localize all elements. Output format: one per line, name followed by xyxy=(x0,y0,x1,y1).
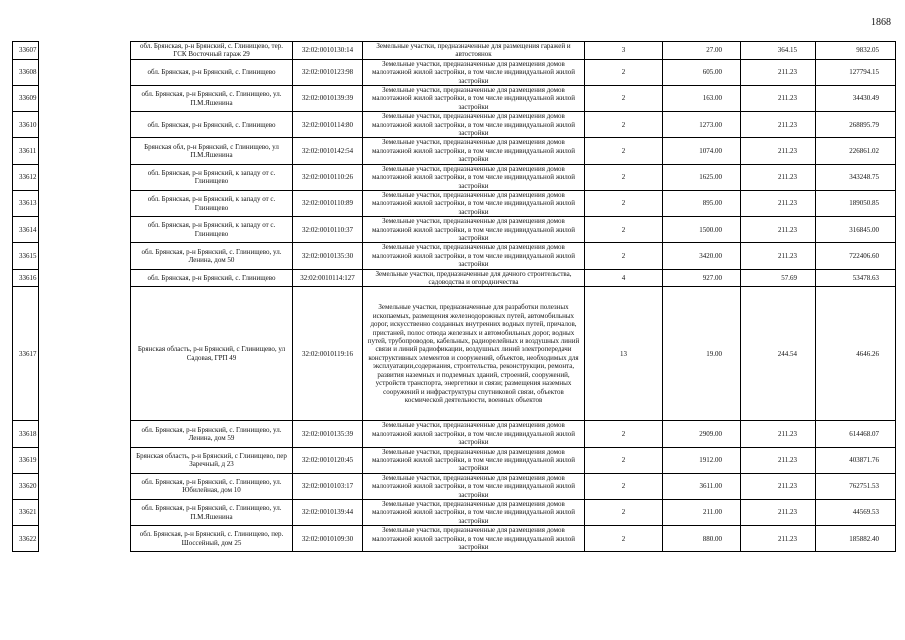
row-area: 1625.00 xyxy=(663,164,741,190)
table-row xyxy=(13,112,896,138)
row-gap xyxy=(39,243,131,269)
row-rate: 244.54 xyxy=(741,287,816,421)
row-id: 33613 xyxy=(13,190,39,216)
row-cadastral-value: 53478.63 xyxy=(816,269,896,287)
row-land-purpose: Земельные участки, предназначенные для размещения домов малоэтажной жилой застройки, в том числе индивидуальной жилой застройки xyxy=(363,473,585,499)
row-gap xyxy=(39,526,131,552)
row-cadastral-value: 34430.49 xyxy=(816,86,896,112)
row-cadastral-value: 189050.85 xyxy=(816,190,896,216)
row-id: 33621 xyxy=(13,500,39,526)
cadastral-value-table xyxy=(12,41,896,552)
row-id: 33611 xyxy=(13,138,39,164)
row-gap xyxy=(39,138,131,164)
row-rate: 211.23 xyxy=(741,190,816,216)
row-land-purpose: Земельные участки, предназначенные для размещения домов малоэтажной жилой застройки, в том числе индивидуальной жилой застройки xyxy=(363,112,585,138)
row-land-purpose: Земельные участки, предназначенные для размещения домов малоэтажной жилой застройки, в том числе индивидуальной жилой застройки xyxy=(363,421,585,447)
row-id: 33614 xyxy=(13,217,39,243)
row-cadastral-number: 32:02:0010123:98 xyxy=(293,59,363,85)
table-row xyxy=(13,138,896,164)
table-row xyxy=(13,269,896,287)
row-land-purpose: Земельные участки, предназначенные для размещения домов малоэтажной жилой застройки, в том числе индивидуальной жилой застройки xyxy=(363,190,585,216)
row-cadastral-number: 32:02:0010135:39 xyxy=(293,421,363,447)
row-purpose-code: 2 xyxy=(585,190,663,216)
row-purpose-code: 2 xyxy=(585,243,663,269)
row-address: Брянская область, р-н Брянский, с Глинищево, ул Садовая, ГРП 49 xyxy=(131,287,293,421)
row-area: 163.00 xyxy=(663,86,741,112)
row-area: 19.00 xyxy=(663,287,741,421)
row-gap xyxy=(39,287,131,421)
row-purpose-code: 2 xyxy=(585,164,663,190)
row-cadastral-number: 32:02:0010109:30 xyxy=(293,526,363,552)
row-purpose-code: 13 xyxy=(585,287,663,421)
row-land-purpose: Земельные участки, предназначенные для размещения домов малоэтажной жилой застройки, в том числе индивидуальной жилой застройки xyxy=(363,447,585,473)
row-address: Брянская обл, р-н Брянский, с Глинищево, ул П.М.Яшенина xyxy=(131,138,293,164)
row-purpose-code: 2 xyxy=(585,421,663,447)
row-land-purpose: Земельные участки, предназначенные для размещения домов малоэтажной жилой застройки, в том числе индивидуальной жилой застройки xyxy=(363,217,585,243)
row-cadastral-value: 343248.75 xyxy=(816,164,896,190)
row-address: обл. Брянская, р-н Брянский, с. Глинищево, пер. Шоссейный, дом 25 xyxy=(131,526,293,552)
row-land-purpose: Земельные участки, предназначенные для размещения домов малоэтажной жилой застройки, в том числе индивидуальной жилой застройки xyxy=(363,59,585,85)
row-purpose-code: 2 xyxy=(585,112,663,138)
row-id: 33609 xyxy=(13,86,39,112)
row-area: 1273.00 xyxy=(663,112,741,138)
row-purpose-code: 2 xyxy=(585,526,663,552)
row-cadastral-value: 268895.79 xyxy=(816,112,896,138)
row-rate: 211.23 xyxy=(741,421,816,447)
row-area: 895.00 xyxy=(663,190,741,216)
row-purpose-code: 4 xyxy=(585,269,663,287)
row-rate: 211.23 xyxy=(741,243,816,269)
row-gap xyxy=(39,217,131,243)
row-land-purpose: Земельные участки, предназначенные для разработки полезных ископаемых, размещения железнодорожных путей, автомобильных дорог, искусственно созданных внутренних водных путей, причалов, пристаней, полос отвода железных и автомобильных дорог, водных путей, трубопроводов, кабельных, радиорелейных и воздушных линий связи и линий радиофикации, воздушных линий электропередачи конструктивных элементов и сооружений, объектов, необходимых для эксплуатации,содержания, строительства, реконструкции, ремонта, развития наземных и подземных зданий, строений, сооружений, устройств транспорта, энергетики и связи; размещения наземных сооружений и инфраструктуры спутниковой связи, объектов космической деятельности, военных объектов xyxy=(363,287,585,421)
row-gap xyxy=(39,473,131,499)
row-land-purpose: Земельные участки, предназначенные для размещения домов малоэтажной жилой застройки, в том числе индивидуальной жилой застройки xyxy=(363,86,585,112)
row-gap xyxy=(39,421,131,447)
row-area: 605.00 xyxy=(663,59,741,85)
row-id: 33610 xyxy=(13,112,39,138)
row-rate: 211.23 xyxy=(741,473,816,499)
row-purpose-code: 2 xyxy=(585,447,663,473)
row-cadastral-value: 127794.15 xyxy=(816,59,896,85)
row-cadastral-value: 403871.76 xyxy=(816,447,896,473)
row-cadastral-number: 32:02:0010110:89 xyxy=(293,190,363,216)
row-land-purpose: Земельные участки, предназначенные для дачного строительства, садоводства и огородничества xyxy=(363,269,585,287)
row-gap xyxy=(39,112,131,138)
row-rate: 364.15 xyxy=(741,42,816,60)
row-id: 33617 xyxy=(13,287,39,421)
row-land-purpose: Земельные участки, предназначенные для размещения домов малоэтажной жилой застройки, в том числе индивидуальной жилой застройки xyxy=(363,526,585,552)
row-purpose-code: 3 xyxy=(585,42,663,60)
row-rate: 211.23 xyxy=(741,86,816,112)
row-id: 33615 xyxy=(13,243,39,269)
page-number: 1868 xyxy=(871,17,891,28)
row-area: 1074.00 xyxy=(663,138,741,164)
row-address: обл. Брянская, р-н Брянский, с. Глинищево, тер. ГСК Восточный гараж 29 xyxy=(131,42,293,60)
row-area: 1500.00 xyxy=(663,217,741,243)
row-cadastral-value: 762751.53 xyxy=(816,473,896,499)
row-rate: 211.23 xyxy=(741,59,816,85)
row-cadastral-number: 32:02:0010120:45 xyxy=(293,447,363,473)
row-address: обл. Брянская, р-н Брянский, с. Глинищево, ул. Ленина, дом 59 xyxy=(131,421,293,447)
row-land-purpose: Земельные участки, предназначенные для размещения домов малоэтажной жилой застройки, в том числе индивидуальной жилой застройки xyxy=(363,243,585,269)
row-area: 211.00 xyxy=(663,500,741,526)
row-address: обл. Брянская, р-н Брянский, к западу от с. Глинищево xyxy=(131,190,293,216)
row-gap xyxy=(39,269,131,287)
row-land-purpose: Земельные участки, предназначенные для размещения гаражей и автостоянок xyxy=(363,42,585,60)
row-address: обл. Брянская, р-н Брянский, к западу от с. Глинищево xyxy=(131,164,293,190)
row-cadastral-number: 32:02:0010110:26 xyxy=(293,164,363,190)
table-row xyxy=(13,86,896,112)
row-address: обл. Брянская, р-н Брянский, с. Глинищево, ул. Юбилейная, дом 10 xyxy=(131,473,293,499)
row-id: 33608 xyxy=(13,59,39,85)
row-cadastral-value: 722406.60 xyxy=(816,243,896,269)
row-rate: 57.69 xyxy=(741,269,816,287)
row-gap xyxy=(39,42,131,60)
row-purpose-code: 2 xyxy=(585,500,663,526)
table-row xyxy=(13,473,896,499)
table-row xyxy=(13,421,896,447)
row-address: обл. Брянская, р-н Брянский, с. Глинищево xyxy=(131,269,293,287)
table-row xyxy=(13,42,896,60)
row-purpose-code: 2 xyxy=(585,59,663,85)
row-cadastral-value: 4646.26 xyxy=(816,287,896,421)
row-cadastral-number: 32:02:0010119:16 xyxy=(293,287,363,421)
row-id: 33612 xyxy=(13,164,39,190)
row-area: 1912.00 xyxy=(663,447,741,473)
row-purpose-code: 2 xyxy=(585,138,663,164)
row-address: обл. Брянская, р-н Брянский, с. Глинищево, ул. Ленина, дом 50 xyxy=(131,243,293,269)
table-row xyxy=(13,243,896,269)
row-area: 3420.00 xyxy=(663,243,741,269)
row-rate: 211.23 xyxy=(741,164,816,190)
row-id: 33620 xyxy=(13,473,39,499)
row-cadastral-value: 226861.02 xyxy=(816,138,896,164)
row-gap xyxy=(39,86,131,112)
row-rate: 211.23 xyxy=(741,447,816,473)
row-cadastral-number: 32:02:0010114:127 xyxy=(293,269,363,287)
row-purpose-code: 2 xyxy=(585,473,663,499)
row-cadastral-value: 44569.53 xyxy=(816,500,896,526)
row-rate: 211.23 xyxy=(741,526,816,552)
row-gap xyxy=(39,59,131,85)
table-row xyxy=(13,526,896,552)
row-id: 33622 xyxy=(13,526,39,552)
row-id: 33616 xyxy=(13,269,39,287)
row-address: Брянская область, р-н Брянский, с Глинищево, пер Заречный, д 23 xyxy=(131,447,293,473)
row-gap xyxy=(39,500,131,526)
row-cadastral-number: 32:02:0010110:37 xyxy=(293,217,363,243)
row-rate: 211.23 xyxy=(741,112,816,138)
row-address: обл. Брянская, р-н Брянский, с. Глинищево, ул. П.М.Яшенина xyxy=(131,500,293,526)
row-address: обл. Брянская, р-н Брянский, с. Глинищево xyxy=(131,59,293,85)
row-id: 33618 xyxy=(13,421,39,447)
row-cadastral-number: 32:02:0010103:17 xyxy=(293,473,363,499)
row-address: обл. Брянская, р-н Брянский, с. Глинищево xyxy=(131,112,293,138)
row-area: 2909.00 xyxy=(663,421,741,447)
row-id: 33619 xyxy=(13,447,39,473)
table-row xyxy=(13,59,896,85)
row-cadastral-number: 32:02:0010135:30 xyxy=(293,243,363,269)
row-area: 880.00 xyxy=(663,526,741,552)
row-cadastral-value: 316845.00 xyxy=(816,217,896,243)
table-row xyxy=(13,500,896,526)
row-purpose-code: 2 xyxy=(585,217,663,243)
row-rate: 211.23 xyxy=(741,217,816,243)
row-land-purpose: Земельные участки, предназначенные для размещения домов малоэтажной жилой застройки, в том числе индивидуальной жилой застройки xyxy=(363,500,585,526)
row-land-purpose: Земельные участки, предназначенные для размещения домов малоэтажной жилой застройки, в том числе индивидуальной жилой застройки xyxy=(363,138,585,164)
row-cadastral-value: 185882.40 xyxy=(816,526,896,552)
row-gap xyxy=(39,447,131,473)
row-id: 33607 xyxy=(13,42,39,60)
row-address: обл. Брянская, р-н Брянский, с. Глинищево, ул. П.М.Яшенина xyxy=(131,86,293,112)
row-purpose-code: 2 xyxy=(585,86,663,112)
row-area: 3611.00 xyxy=(663,473,741,499)
row-cadastral-value: 614468.07 xyxy=(816,421,896,447)
table-row xyxy=(13,190,896,216)
row-area: 27.00 xyxy=(663,42,741,60)
table-row xyxy=(13,217,896,243)
table-row xyxy=(13,287,896,421)
row-address: обл. Брянская, р-н Брянский, к западу от с. Глинищево xyxy=(131,217,293,243)
row-rate: 211.23 xyxy=(741,138,816,164)
row-cadastral-value: 9832.05 xyxy=(816,42,896,60)
row-cadastral-number: 32:02:0010130:14 xyxy=(293,42,363,60)
row-land-purpose: Земельные участки, предназначенные для размещения домов малоэтажной жилой застройки, в том числе индивидуальной жилой застройки xyxy=(363,164,585,190)
table-row xyxy=(13,447,896,473)
row-gap xyxy=(39,190,131,216)
row-cadastral-number: 32:02:0010139:39 xyxy=(293,86,363,112)
row-area: 927.00 xyxy=(663,269,741,287)
table-row xyxy=(13,164,896,190)
row-rate: 211.23 xyxy=(741,500,816,526)
row-cadastral-number: 32:02:0010142:54 xyxy=(293,138,363,164)
row-gap xyxy=(39,164,131,190)
row-cadastral-number: 32:02:0010114:80 xyxy=(293,112,363,138)
row-cadastral-number: 32:02:0010139:44 xyxy=(293,500,363,526)
